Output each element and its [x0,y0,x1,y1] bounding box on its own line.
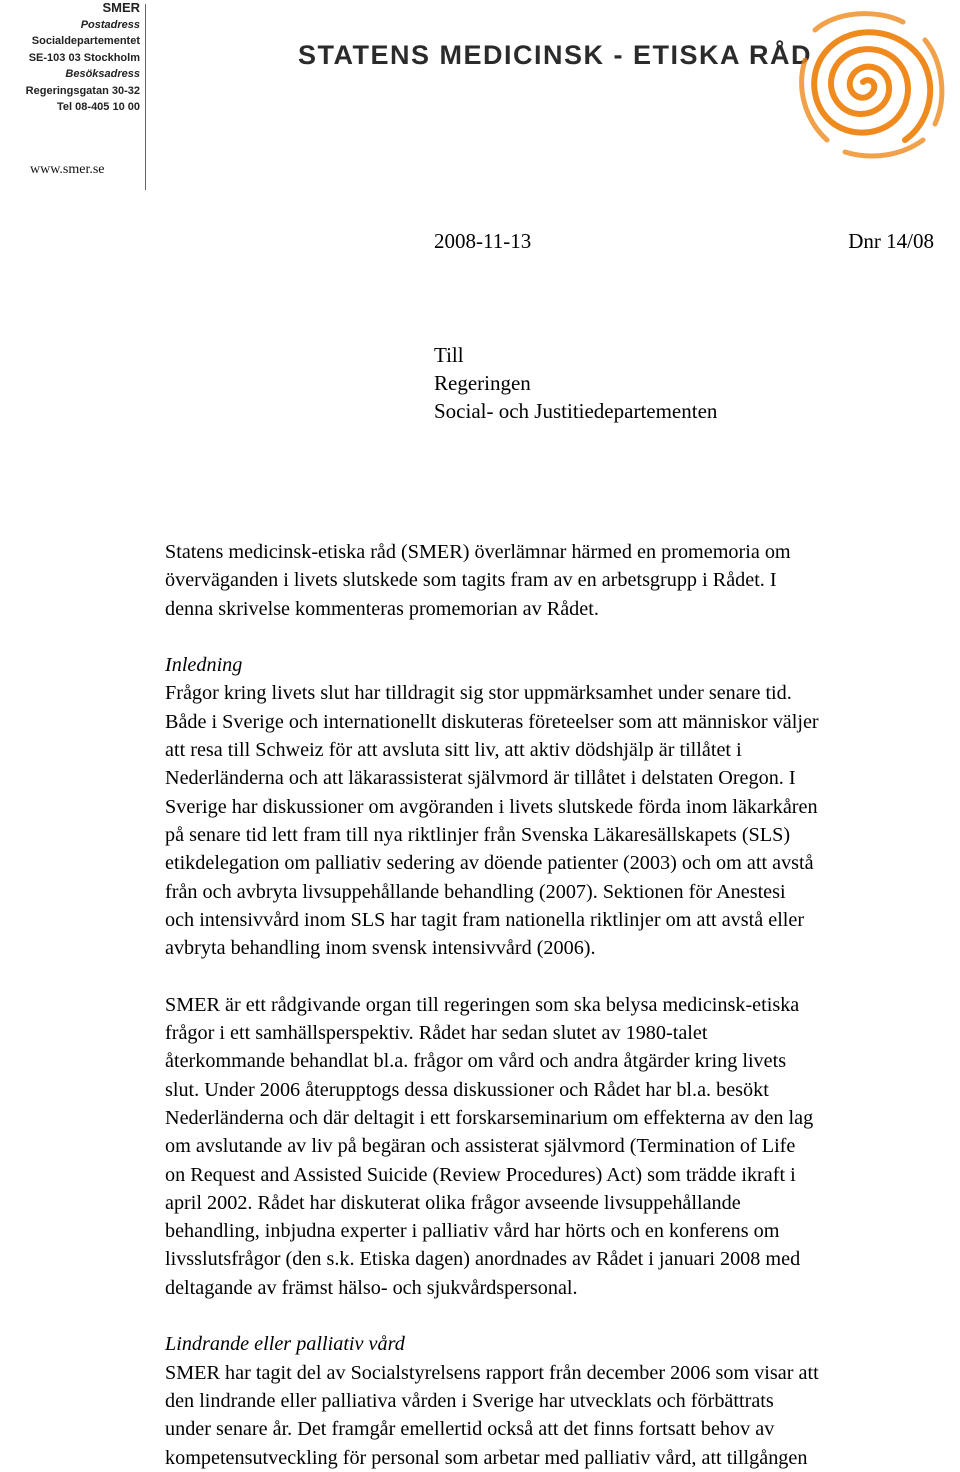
address-line: Regeringsgatan 30-32 [25,84,140,97]
section-paragraph [165,679,957,962]
text-line: Nederländerna och där deltagit i ett forskarseminarium om effekterna av den lag [165,1106,814,1129]
text-line: Statens medicinsk-etiska råd (SMER) överlämnar härmed en promemoria om [165,541,791,563]
text-line: och intensivvård inom SLS har tagit fram nationella riktlinjer om att avstå eller [165,908,805,931]
intro-paragraph [165,538,957,623]
text-line: om avslutande av liv på begäran och assisterat självmord (Termination of Life [165,1135,796,1158]
body-paragraph [165,991,957,1302]
organization-name: STATENS MEDICINSK - ETISKA RÅD [298,40,813,70]
text-line: Sverige har diskussioner om avgöranden i livets slutskede förda inom läkarkåren [165,795,818,818]
text-line: avbryta behandling inom svensk intensivvård (2006). [165,937,596,960]
text-line: behandling, inbjudna experter i palliativ vård har hörts och en konferens om [165,1220,780,1243]
text-line: Både i Sverige och internationellt diskuteras företeelser som att människor väljer [165,710,819,733]
recipient-line: Till [434,343,464,367]
recipient-line: Regeringen [434,371,531,395]
address-line: Postadress [80,18,140,31]
website-link[interactable]: www.smer.se [30,162,105,177]
text-line: denna skrivelse kommenteras promemorian av Rådet. [165,597,599,620]
section-heading: Lindrande eller palliativ vård [165,1333,405,1356]
recipient-line: Social- och Justitiedepartementen [434,399,718,423]
text-line: Nederländerna och att läkarassisterat självmord är tillåtet i delstaten Oregon. I [165,767,796,790]
section-paragraph [165,1359,957,1472]
text-line: frågor i ett samhällsperspektiv. Rådet har sedan slutet av 1980-talet [165,1022,708,1045]
text-line: etikdelegation om palliativ sedering av döende patienter (2003) och om att avstå [165,852,814,875]
address-line: Tel 08-405 10 00 [57,101,140,113]
letterhead-divider [145,4,146,190]
recipient-block [434,341,717,425]
text-line: från och avbryta livsuppehållande behandling (2007). Sektionen för Anestesi [165,880,786,903]
text-line: livsslutsfrågor (den s.k. Etiska dagen) anordnades av Rådet i januari 2008 med [165,1248,801,1271]
text-line: överväganden i livets slutskede som tagits fram av en arbetsgrupp i Rådet. I [165,569,777,592]
text-line: deltagande av främst hälso- och sjukvårdspersonal. [165,1276,578,1299]
smer-spiral-logo [775,0,960,165]
text-line: SMER har tagit del av Socialstyrelsens rapport från december 2006 som visar att [165,1361,819,1384]
text-line: den lindrande eller palliativa vården i Sverige har utvecklats och förbättrats [165,1389,774,1412]
text-line: Frågor kring livets slut har tilldragit sig stor uppmärksamhet under senare tid. [165,682,792,705]
text-line: SMER är ett rådgivande organ till regeringen som ska belysa medicinsk-etiska [165,993,800,1016]
address-line: Socialdepartementet [31,35,140,47]
text-line: slut. Under 2006 återupptogs dessa diskussioner och Rådet har bl.a. besökt [165,1078,769,1101]
text-line: under senare år. Det framgår emellertid också att det finns fortsatt behov av [165,1418,775,1441]
text-line: april 2002. Rådet har diskuterat olika frågor avseende livsuppehållande [165,1191,741,1214]
diary-number: Dnr 14/08 [848,229,934,253]
text-line: att resa till Schweiz för att avsluta sitt liv, att aktiv dödshjälp är tillåtet i [165,739,742,762]
letter-body [165,538,957,1472]
text-line: kompetensutveckling för personal som arbetar med palliativ vård, att tillgången [165,1446,808,1469]
text-line: on Request and Assisted Suicide (Review Procedures) Act) som trädde ikraft i [165,1163,796,1186]
address-line: SMER [102,0,140,15]
text-line: återkommande behandlat bl.a. frågor om vård och andra åtgärder kring livets [165,1050,787,1073]
address-line: Besöksadress [65,68,140,80]
text-line: på senare tid lett fram till nya riktlinjer från Svenska Läkaresällskapets (SLS) [165,823,791,846]
address-line: SE-103 03 Stockholm [28,51,140,64]
letter-date: 2008-11-13 [434,229,532,253]
section-heading: Inledning [165,654,243,677]
letterhead-address [0,0,140,116]
